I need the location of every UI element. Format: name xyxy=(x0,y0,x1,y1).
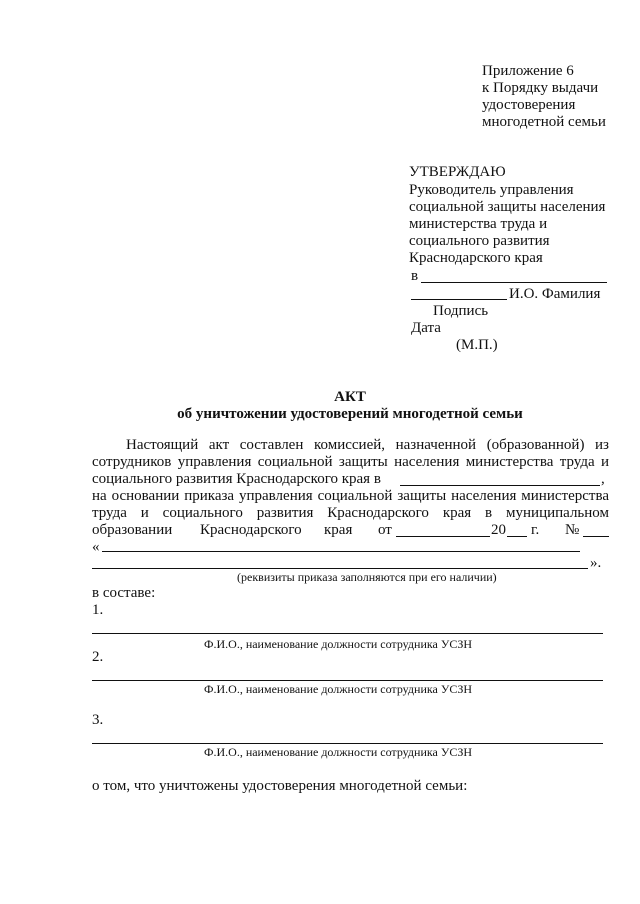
body-p2-line-2: труда и социального развития Краснодарского края в муниципальном xyxy=(92,505,609,521)
signature-label: Подпись xyxy=(433,303,489,319)
body-p1-line-2: сотрудников управления социальной защиты населения министерства труда и xyxy=(92,454,609,470)
member-caption: Ф.И.О., наименование должности сотрудника УСЗН xyxy=(204,637,473,651)
body-p1-line-3: социального развития Краснодарского края в xyxy=(92,471,381,487)
document-subtitle: об уничтожении удостоверений многодетной семьи xyxy=(177,406,523,422)
composition-label: в составе: xyxy=(92,585,156,601)
approval-line-2: социальной защиты населения xyxy=(409,199,606,215)
order-year-blank xyxy=(507,536,527,537)
approval-line-1: Руководитель управления xyxy=(409,182,574,198)
member-blank xyxy=(92,743,603,744)
order-date-blank xyxy=(396,536,490,537)
body-p2-word-ot: от xyxy=(378,522,392,538)
approval-heading: УТВЕРЖДАЮ xyxy=(409,164,506,180)
appendix-line-2: к Порядку выдачи xyxy=(482,80,599,96)
seal-label: (М.П.) xyxy=(456,337,498,353)
order-requisites-blank-1 xyxy=(102,551,580,552)
body-p1-line-3-comma: , xyxy=(601,471,605,487)
order-number-blank xyxy=(583,536,609,537)
organization-blank xyxy=(400,485,600,486)
document-title: АКТ xyxy=(334,389,366,405)
order-requisites-blank-2 xyxy=(92,568,588,569)
order-note: (реквизиты приказа заполняются при его наличии) xyxy=(237,570,497,584)
member-caption: Ф.И.О., наименование должности сотрудника УСЗН xyxy=(204,682,473,696)
approval-org-blank xyxy=(421,282,607,283)
approval-line-5: Краснодарского края xyxy=(409,250,543,266)
body-p2-g: г. xyxy=(531,522,540,538)
approval-in-prefix: в xyxy=(411,268,419,284)
signature-blank xyxy=(411,299,507,300)
body-p2-line-1: на основании приказа управления социальной защиты населения министерства xyxy=(92,488,609,504)
appendix-line-4: многодетной семьи xyxy=(482,114,606,130)
approval-name-placeholder: И.О. Фамилия xyxy=(509,286,601,302)
body-p2-number-sign: № xyxy=(565,522,580,538)
body-p2-word-kraya: края xyxy=(324,522,353,538)
approval-line-3: министерства труда и xyxy=(409,216,548,232)
member-caption: Ф.И.О., наименование должности сотрудника УСЗН xyxy=(204,745,473,759)
member-number: 1. xyxy=(92,602,104,618)
appendix-line-3: удостоверения xyxy=(482,97,576,113)
closing-sentence: о том, что уничтожены удостоверения многодетной семьи: xyxy=(92,778,468,794)
date-label: Дата xyxy=(411,320,441,336)
body-p1-line-1: Настоящий акт составлен комиссией, назначенной (образованной) из xyxy=(126,437,609,453)
body-p2-year-prefix: 20 xyxy=(491,522,506,538)
approval-line-4: социального развития xyxy=(409,233,550,249)
quote-close: ». xyxy=(590,555,602,571)
appendix-line-1: Приложение 6 xyxy=(482,63,574,79)
quote-open: « xyxy=(92,539,100,555)
body-p2-word-krasnodarskogo: Краснодарского xyxy=(200,522,302,538)
member-number: 2. xyxy=(92,649,104,665)
member-number: 3. xyxy=(92,712,104,728)
body-p2-word-obrazovanii: образовании xyxy=(92,522,173,538)
member-blank xyxy=(92,680,603,681)
member-blank xyxy=(92,633,603,634)
